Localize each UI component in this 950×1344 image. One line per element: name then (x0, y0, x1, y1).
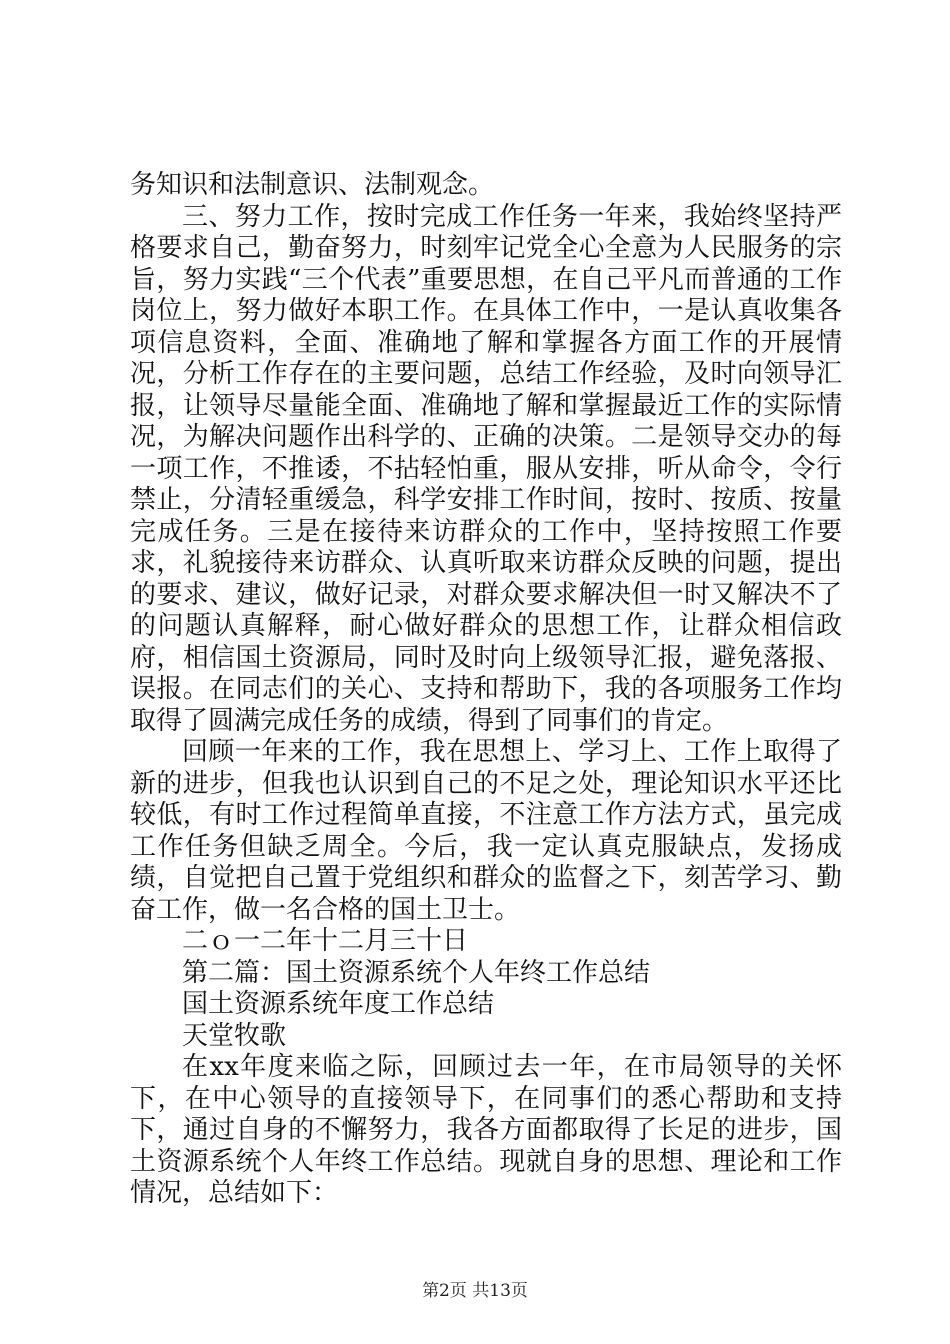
page-number-footer: 第2页 共13页 (422, 1281, 528, 1301)
author-line: 天堂牧歌 (182, 1020, 287, 1051)
date-line: 二ｏ一二年十二月三十日 (182, 926, 469, 956)
paragraph-review: 回顾一年来的工作，我在思想上、学习上、工作上取得了新的进步，但我也认识到自己的不足之处，理论知识水平还比较低，有时工作过程简单直接，不注意工作方法方式，虽完成工作任务但缺乏周全。今后，我一定认真克服缺点，发扬成绩，自觉把自己置于党组织和群众的监督之下，刻苦学习、勤奋工作，做一名合格的国土卫士。 (130, 737, 842, 925)
paragraph-intro: 在xx年度来临之际，回顾过去一年，在市局领导的关怀下，在中心领导的直接领导下，在同事们的悉心帮助和支持下，通过自身的不懈努力，我各方面都取得了长足的进步，国土资源系统个人年终工作总结。现就自身的思想、理论和工作情况，总结如下： (130, 1052, 842, 1208)
document-body (130, 170, 842, 1210)
paragraph-continuation: 务知识和法制意识、法制观念。 (130, 170, 495, 200)
chapter-heading: 第二篇：国土资源系统个人年终工作总结 (182, 957, 651, 988)
paragraph-work-section: 三、努力工作，按时完成工作任务一年来，我始终坚持严格要求自己，勤奋努力，时刻牢记党全心全意为人民服务的宗旨，努力实践“三个代表”重要思想，在自己平凡而普通的工作岗位上，努力做好本职工作。在具体工作中，一是认真收集各项信息资料，全面、准确地了解和掌握各方面工作的开展情况，分析工作存在的主要问题，总结工作经验，及时向领导汇报，让领导尽量能全面、准确地了解和掌握最近工作的实际情况，为解决问题作出科学的、正确的决策。二是领导交办的每一项工作，不推诿，不拈轻怕重，服从安排，听从命令，令行禁止，分清轻重缓急，科学安排工作时间，按时、按质、按量完成任务。三是在接待来访群众的工作中，坚持按照工作要求，礼貌接待来访群众、认真听取来访群众反映的问题，提出的要求、建议，做好记录，对群众要求解决但一时又解决不了的问题认真解释，耐心做好群众的思想工作，让群众相信政府，相信国土资源局，同时及时向上级领导汇报，避免落报、误报。在同志们的关心、支持和帮助下，我的各项服务工作均取得了圆满完成任务的成绩，得到了同事们的肯定。 (130, 201, 842, 736)
section-title: 国土资源系统年度工作总结 (182, 989, 495, 1019)
